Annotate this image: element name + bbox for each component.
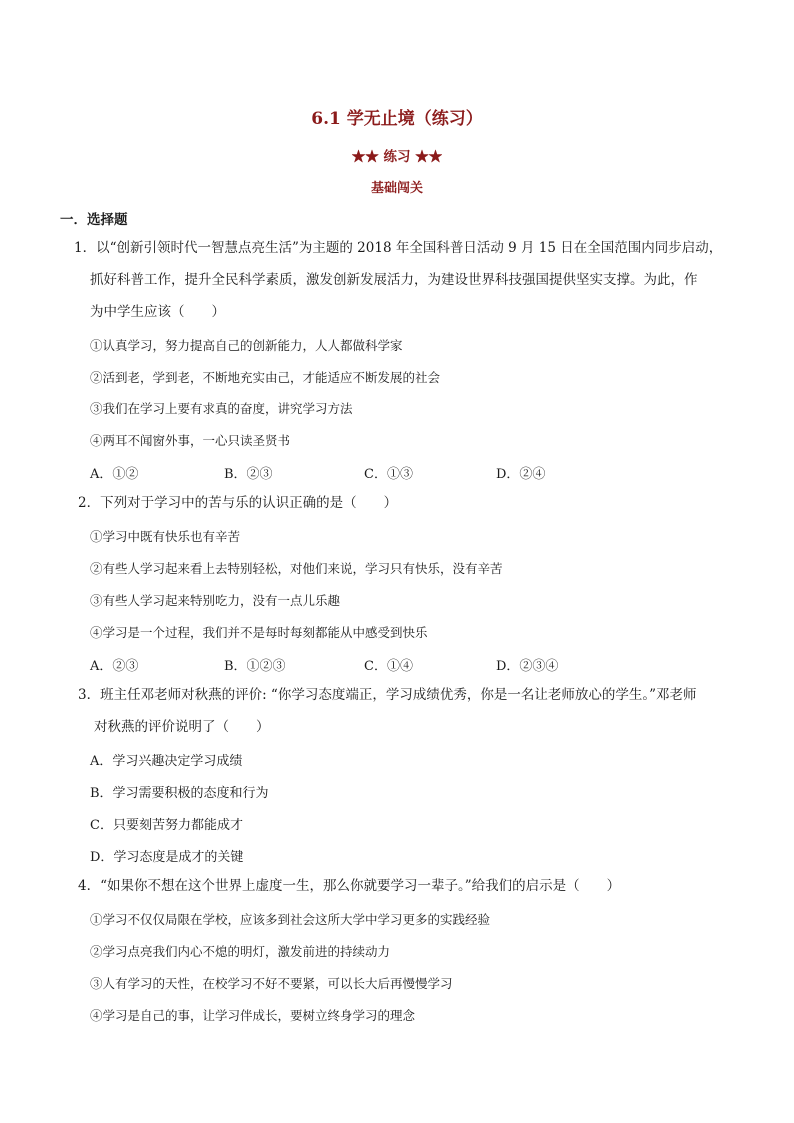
question-1-stem [74,232,734,328]
question-3-choice-c[interactable]: C．只要刻苦努力都能成才 [90,818,243,833]
question-1-option-2: ②活到老，学到老，不断地充实由己，才能适应不断发展的社会 [90,370,441,385]
question-1-option-3: ③我们在学习上要有求真的奋度，讲究学习方法 [90,401,353,416]
question-2-option-1: ①学习中既有快乐也有辛苦 [90,529,241,544]
page-title: 6.1 学无止境（练习） [311,109,483,129]
section-heading: 一．选择题 [60,212,128,228]
level-heading: 基础闯关 [370,181,423,196]
choice-b[interactable]: B．①②③ [224,659,286,674]
choice-c[interactable]: C．①④ [364,659,413,674]
question-3-choice-a[interactable]: A．学习兴趣决定学习成绩 [90,754,243,769]
question-4-stem [78,870,738,902]
question-3-stem [78,679,738,743]
choice-c[interactable]: C．①③ [364,467,413,482]
question-4-option-1: ①学习不仅仅局限在学校，应该多到社会这所大学中学习更多的实践经验 [90,912,491,927]
question-1-option-4: ④两耳不闻窗外事，一心只读圣贤书 [90,433,291,448]
choice-a[interactable]: A．①② [90,467,139,482]
choice-d[interactable]: D．②③④ [496,659,559,674]
question-1-option-1: ①认真学习，努力提高自己的创新能力，人人都做科学家 [90,338,403,353]
question-2-stem [78,487,738,519]
question-2-option-2: ②有些人学习起来看上去特别轻松，对他们来说，学习只有快乐，没有辛苦 [90,561,503,576]
question-1-line-3: 为中学生应该（ ） [90,304,225,320]
choice-a[interactable]: A．②③ [90,659,139,674]
question-1-line-1: 1．以“创新引领时代一智慧点亮生活”为主题的 2018 年全国科普日活动 9 月 15 日在全国范围内同步启动， [74,240,723,256]
question-3-choice-b[interactable]: B．学习需要积极的态度和行为 [90,786,269,801]
question-4-line-1: 4．“如果你不想在这个世界上虚度一生，那么你就要学习一辈子。”给我们的启示是（ ） [78,878,621,894]
question-3-line-1: 3．班主任邓老师对秋燕的评价: “你学习态度端正，学习成绩优秀，你是一名让老师放心的学生。”邓老师 [78,687,697,703]
question-3-choice-d[interactable]: D．学习态度是成才的关键 [90,850,244,865]
question-2-line-1: 2．下列对于学习中的苦与乐的认识正确的是（ ） [78,495,398,511]
question-3-line-2: 对秋燕的评价说明了（ ） [94,719,270,735]
question-4-option-4: ④学习是自己的事，让学习伴成长，要树立终身学习的理念 [90,1008,416,1023]
question-2-option-4: ④学习是一个过程，我们并不是每时每刻都能从中感受到快乐 [90,625,428,640]
choice-b[interactable]: B．②③ [224,467,273,482]
question-2-option-3: ③有些人学习起来特别吃力，没有一点儿乐趣 [90,593,341,608]
choice-d[interactable]: D．②④ [496,467,546,482]
question-4-option-3: ③人有学习的天性，在校学习不好不要紧，可以长大后再慢慢学习 [90,976,453,991]
question-1-line-2: 抓好科普工作，提升全民科学素质，激发创新发展活力，为建设世界科技强国提供坚实支撑。为此，作 [90,272,698,288]
question-4-option-2: ②学习点亮我们内心不熄的明灯，激发前进的持续动力 [90,944,391,959]
page-subtitle: ★★ 练习 ★★ [351,149,443,165]
